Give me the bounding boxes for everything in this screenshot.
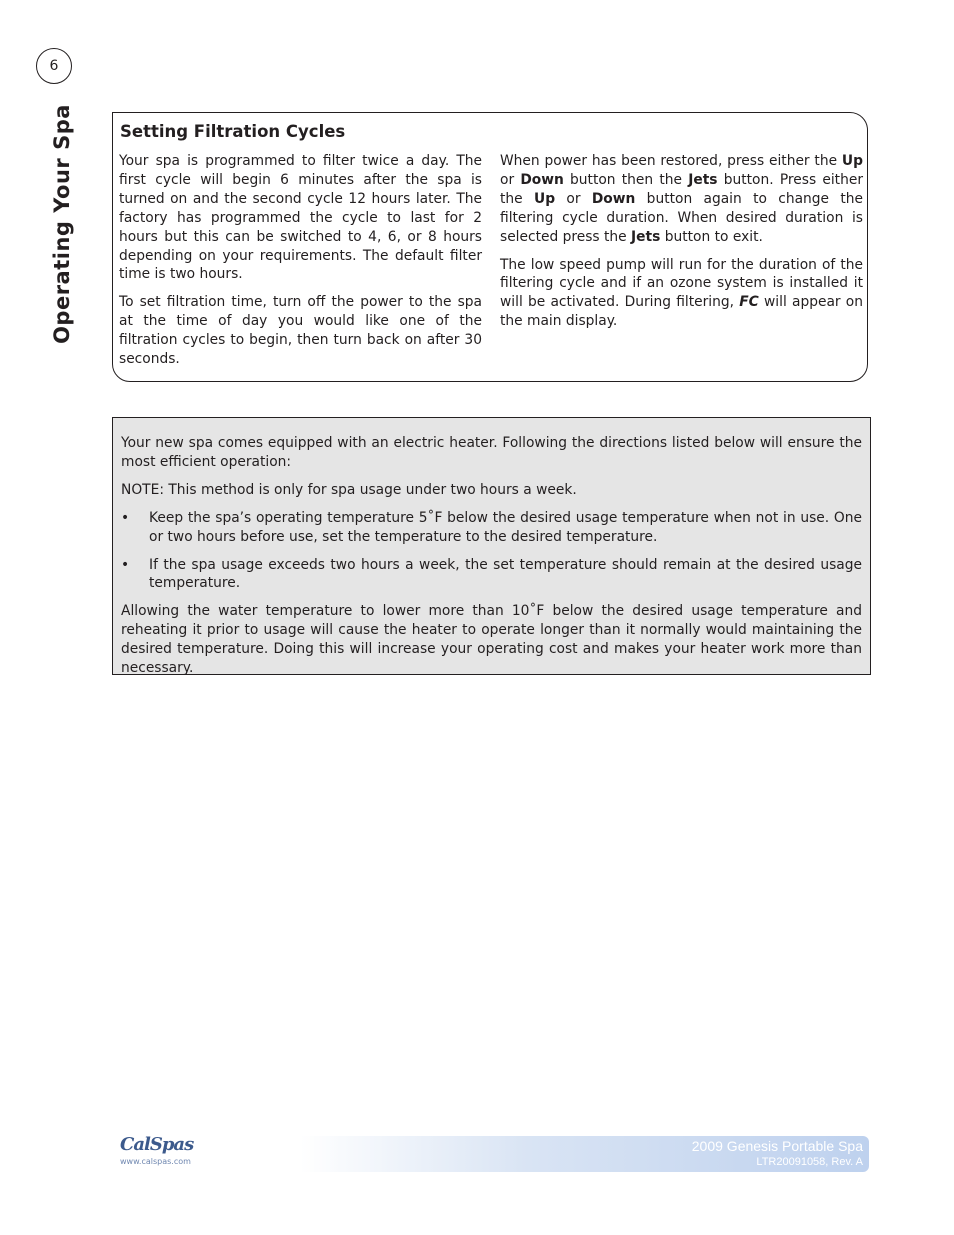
fc-display-code: FC bbox=[739, 294, 759, 311]
footer-band bbox=[300, 1136, 869, 1172]
list-item: • If the spa usage exceeds two hours a week, the set temperature should remain at the desired usage temperature. bbox=[121, 556, 862, 592]
heater-intro: Your new spa comes equipped with an electric heater. Following the directions listed below will ensure the most efficient operation: bbox=[121, 435, 862, 470]
section-title: Operating Your Spa bbox=[50, 104, 74, 344]
footer-doc-id: LTR20091058, Rev. A bbox=[756, 1156, 863, 1168]
calspas-logo bbox=[120, 1134, 200, 1174]
filtration-right-column bbox=[500, 152, 863, 340]
filtration-paragraph: Your spa is programmed to filter twice a day. The first cycle will begin 6 minutes after the spa is turned on and the second cycle 12 hours later. The factory has programmed the cycle to last for 2 hours but this can be switched to 4, 6, or 8 hours depending on your requirements. The default filter time is two hours. bbox=[119, 153, 482, 283]
heater-closing: Allowing the water temperature to lower more than 10˚F below the desired usage temperature and reheating it prior to usage will cause the heater to operate longer than it normally would maintaining the desired temperature. Doing this will increase your operating cost and makes your heater work more than necessary. bbox=[121, 603, 862, 677]
filtration-panel bbox=[112, 112, 868, 382]
filtration-paragraph: When power has been restored, press either the Up or Down button then the Jets button. Press either the Up or Down button again to change the filtering cycle duration. When desired duration is selected press the Jets button to exit. bbox=[500, 153, 864, 245]
filtration-left-column bbox=[119, 152, 482, 378]
filtration-paragraph: The low speed pump will run for the duration of the filtering cycle and if an ozone system is installed it will be activated. During filtering, FC will appear on the main display. bbox=[500, 256, 863, 330]
heater-bullet-list bbox=[121, 509, 862, 594]
bullet-icon: • bbox=[121, 509, 130, 526]
footer-url: www.calspas.com bbox=[120, 1157, 191, 1166]
heater-panel bbox=[112, 417, 871, 675]
page-number: 6 bbox=[36, 48, 72, 84]
list-item: • Keep the spa’s operating temperature 5˚F below the desired usage temperature when not in use. One or two hours before use, set the temperature to the desired temperature. bbox=[121, 509, 862, 545]
filtration-heading: Setting Filtration Cycles bbox=[120, 122, 346, 141]
heater-note: NOTE: This method is only for spa usage under two hours a week. bbox=[121, 481, 577, 498]
footer-title: 2009 Genesis Portable Spa bbox=[691, 1138, 863, 1154]
filtration-paragraph: To set filtration time, turn off the power to the spa at the time of day you would like one of the filtration cycles to begin, then turn back on after 30 seconds. bbox=[119, 294, 482, 368]
bullet-icon: • bbox=[121, 556, 130, 573]
logo-wordmark: CalSpas bbox=[120, 1134, 194, 1155]
